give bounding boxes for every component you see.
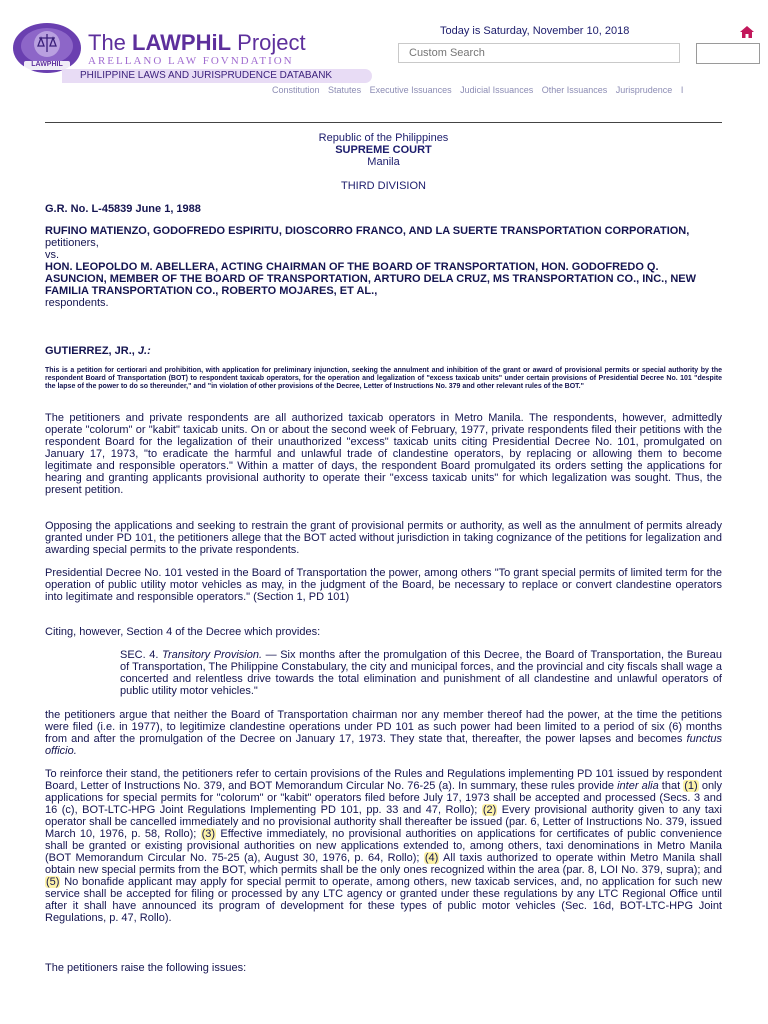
doc-quote xyxy=(120,649,722,697)
p6-d: Every provisional authority given to any taxi operator shall be cancelled immediately and no provisional authority shall thereafter be issued (par. 6, Letter of Instructions No. 379, issued March 10, 1976, p. 58, Rollo); xyxy=(45,804,723,840)
doc-paragraph-4: Citing, however, Section 4 of the Decree which provides: xyxy=(45,626,321,638)
p6-inter-alia: inter alia xyxy=(617,780,659,792)
p6-f: All taxis authorized to operate within Metro Manila shall obtain new special permits from the BOT, which permits shall be the only ones recognized within the area (par. 8, LOI No. 379, supra); and xyxy=(45,852,723,876)
site-subtitle: ARELLANO LAW FOVNDATION xyxy=(88,55,294,67)
nav-executive-issuances[interactable]: Executive Issuances xyxy=(369,85,452,95)
quote-body: — Six months after the promulgation of this Decree, the Board of Transportation, the Bureau of Transportation, The Philippine Constabulary, the city and municipal forces, and the provincial and city fiscals shall wage a concerted and relentless drive towards the total elimination and punishment of all clandestine and unlawful operators of public utility motor vehicles." xyxy=(120,649,722,697)
doc-paragraph-2: Opposing the applications and seeking to restrain the grant of provisional permits or authority, as well as the annulment of permits already granted under PD 101, the petitioners allege that the BOT acted without jurisdiction in taking cognizance of the petitions for legalization and awarding special permits to the private respondents. xyxy=(45,520,722,556)
petitioners-names: RUFINO MATIENZO, GODOFREDO ESPIRITU, DIOSCORRO FRANCO, AND LA SUERTE TRANSPORTATION CORPORATION, xyxy=(45,225,690,237)
nav-jurisprudence[interactable]: Jurisprudence xyxy=(615,85,673,95)
respondents-names: HON. LEOPOLDO M. ABELLERA, ACTING CHAIRMAN OF THE BOARD OF TRANSPORTATION, HON. GODOFREDO Q. ASUNCION, MEMBER OF THE BOARD OF TRANSPORTATION, ARTURO DELA CRUZ, MS TRANSPORTATION CO., INC., NEW FAMILIA TRANSPORTATION CO., ROBERTO MOJARES, ET AL., xyxy=(45,261,697,297)
p6-c: only applications for special permits for "colorum" or "kabit" operators filed before July 17, 1973 shall be accepted and processed (Secs. 3 and 16 (c), BOT-LTC-HPG Joint Regulations Implementing PD 101, pp. 33 and 47, Rollo); xyxy=(45,780,723,816)
p5-italic: functus officio. xyxy=(45,733,722,757)
ponente-j: J.: xyxy=(137,345,151,357)
p6-g: No bonafide applicant may apply for special permit to operate, among others, new taxicab services, and, no application for such new service shall be accepted for filing or processed by any LTC agency or granted under these regulations by any LTC Regional Office until after it shall have announced its program of development for these types of public motor vehicles (Sec. 16d, BOT-LTC-HPG Joint Regulations, p. 47, Rollo). xyxy=(45,876,722,924)
search-button[interactable] xyxy=(696,43,760,64)
item-marker-1: (1) xyxy=(684,780,698,792)
doc-republic: Republic of the Philippines xyxy=(318,132,449,144)
doc-paragraph-3: Presidential Decree No. 101 vested in the Board of Transportation the power, among others "To grant special permits of limited term for the operation of public utility motor vehicles as may, in the judgment of the Board, be necessary to replace or convert clandestine operators into legitimate and responsible operators." (Section 1, PD 101) xyxy=(45,567,722,603)
title-prefix: The xyxy=(88,30,133,55)
title-suffix: Project xyxy=(231,30,306,55)
doc-gr-number: G.R. No. L-45839 June 1, 1988 xyxy=(45,203,201,215)
site-databank: PHILIPPINE LAWS AND JURISPRUDENCE DATABANK xyxy=(80,70,333,81)
doc-paragraph-7: The petitioners raise the following issues: xyxy=(45,962,247,974)
ponente-name: GUTIERREZ, JR., xyxy=(45,345,138,357)
p6-e: Effective immediately, no provisional authorities on applications for certificates of public convenience shall be granted or existing provisional authorities on new applications extended to, among others, taxi denominations in Metro Manila (BOT Memorandum Circular No. 75-25 (a), August 30, 1976, p. 64, Rollo); xyxy=(45,828,723,864)
item-marker-3: (3) xyxy=(201,828,216,840)
quote-section: SEC. 4. xyxy=(120,649,163,661)
p6-a: To reinforce their stand, the petitioners refer to certain provisions of the Rules and Regulations implementing PD 101 issued by respondent Board, Letter of Instructions No. 379, and BOT Memorandum Circular No. 76-25 (a). In summary, these rules provide xyxy=(45,768,722,792)
item-marker-2: (2) xyxy=(482,804,497,816)
title-bold: LAWPHiL xyxy=(132,30,232,55)
p6-b: that xyxy=(658,780,684,792)
doc-division: THIRD DIVISION xyxy=(341,180,426,192)
petitioners-role: petitioners, xyxy=(45,237,99,249)
nav-constitution[interactable]: Constitution xyxy=(272,85,320,95)
logo-text: LAWPHIL xyxy=(31,61,63,68)
item-marker-4: (4) xyxy=(424,852,439,864)
quote-title: Transitory Provision. xyxy=(162,649,263,661)
doc-ponente xyxy=(45,345,722,357)
item-marker-5: (5) xyxy=(46,876,60,888)
doc-summary: This is a petition for certiorari and prohibition, with application for preliminary injunction, seeking the annulment and inhibition of the grant or award of provisional permits or special authority by the respondent Board of Transportation (BOT) to respondent taxicab operators, for the operation and legalization of "excess taxicab units" under certain provisions of Presidential Decree No. 101 "despite the lapse of the power to do so thereunder," and "in violation of other provisions of the Decree, Letter of Instructions No. 379 and other relevant rules of the BOT." xyxy=(45,367,722,390)
search-input[interactable] xyxy=(398,43,680,63)
doc-paragraph-6 xyxy=(45,768,722,924)
doc-paragraph-1: The petitioners and private respondents are all authorized taxicab operators in Metro Manila. The respondents, however, admittedly operate "colorum" or "kabit" taxicab units. On or about the second week of February, 1977, private respondents filed their petitions with the respondent Board for the legalization of their unauthorized "excess" taxicab units citing Presidential Decree No. 101, promulgated on January 17, 1973, "to eradicate the harmful and unlawful trade of clandestine operators, by replacing or allowing them to become legitimate and responsible operators." Within a matter of days, the respondent Board promulgated its orders setting the applications for hearing and granting applicants provisional authority to operate their "excess taxicab units" for which legalization was sought. Thus, the present petition. xyxy=(45,412,722,496)
p5-text: the petitioners argue that neither the Board of Transportation chairman nor any member thereof had the power, at the time the petitions were filed (i.e. in 1977), to legitimize clandestine operations under PD 101 as such power had been limited to a period of six (6) months from and after the promulgation of the Decree on January 17, 1973. They state that, thereafter, the power lapses and becomes xyxy=(45,709,722,745)
today-date: Today is Saturday, November 10, 2018 xyxy=(440,25,630,37)
nav-statutes[interactable]: Statutes xyxy=(328,85,362,95)
doc-city: Manila xyxy=(367,156,400,168)
doc-parties xyxy=(45,225,722,309)
header-divider xyxy=(45,122,722,123)
home-icon[interactable] xyxy=(739,25,755,39)
nav-bar xyxy=(272,85,689,95)
versus: vs. xyxy=(45,249,60,261)
site-title[interactable] xyxy=(88,30,306,56)
nav-other-issuances[interactable]: Other Issuances xyxy=(541,85,608,95)
respondents-role: respondents. xyxy=(45,297,109,309)
nav-more[interactable]: I xyxy=(680,85,684,95)
nav-judicial-issuances[interactable]: Judicial Issuances xyxy=(460,85,534,95)
doc-court: SUPREME COURT xyxy=(335,144,432,156)
doc-paragraph-5 xyxy=(45,709,722,757)
